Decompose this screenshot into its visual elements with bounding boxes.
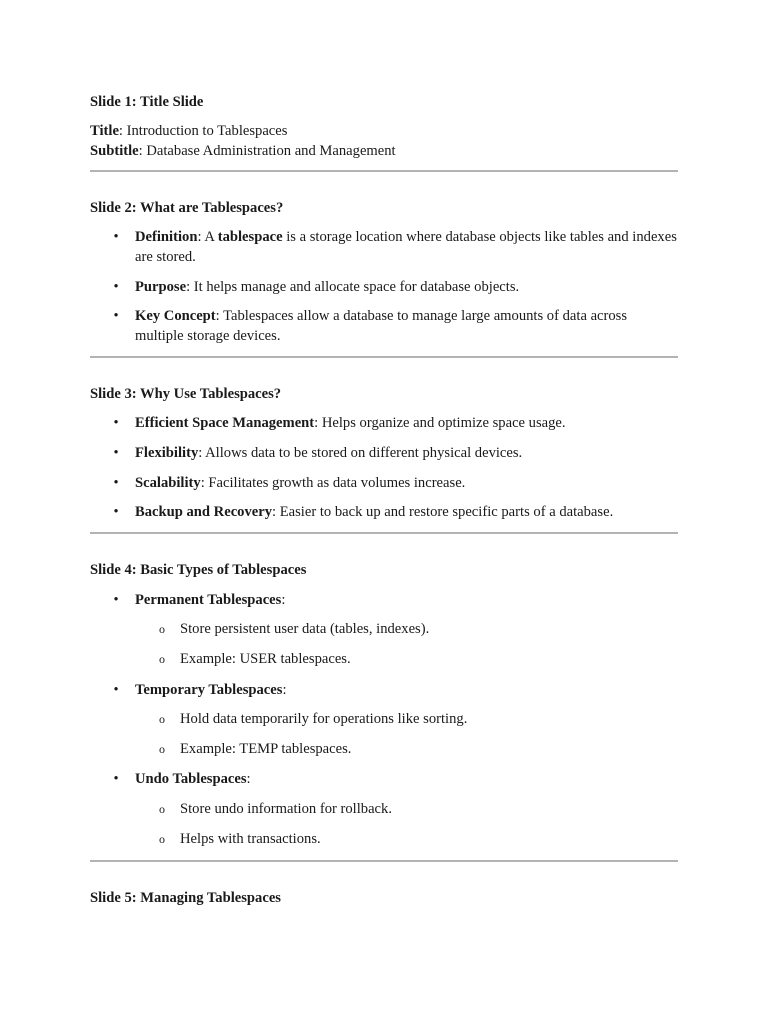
sub-bullet-icon: o <box>159 832 165 846</box>
bullet-icon: • <box>113 308 119 324</box>
sub-list <box>135 619 678 669</box>
bullet-icon: • <box>113 682 119 698</box>
sub-list <box>135 709 678 759</box>
item-label: Efficient Space Management <box>135 415 315 431</box>
document-content <box>90 92 678 908</box>
bullet-icon: • <box>113 445 119 461</box>
item-text: : A <box>197 229 218 245</box>
item-text: : Helps organize and optimize space usage. <box>314 415 566 431</box>
bullet-icon: • <box>113 771 119 787</box>
sub-bullet-icon: o <box>159 712 165 726</box>
list-item <box>90 473 678 493</box>
sub-list-item <box>90 649 678 669</box>
slide-2-heading: Slide 2: What are Tablespaces? <box>90 200 284 216</box>
sub-list-item <box>90 829 678 849</box>
item-text: : Easier to back up and restore specific parts of a database. <box>272 504 614 520</box>
slide-2-section <box>90 198 678 346</box>
item-strong: tablespace <box>217 229 283 245</box>
sub-list-item <box>90 709 678 729</box>
title-label: Title <box>90 123 119 139</box>
slide-5-heading: Slide 5: Managing Tablespaces <box>90 890 281 906</box>
item-text: : Facilitates growth as data volumes increase. <box>200 475 466 491</box>
sub-list-item <box>90 799 678 819</box>
title-value: : Introduction to Tablespaces <box>118 123 288 139</box>
slide-4-bullet-list <box>90 590 678 849</box>
bullet-icon: • <box>113 592 119 608</box>
bullet-icon: • <box>113 229 119 245</box>
bullet-icon: • <box>113 504 119 520</box>
subtitle-value: : Database Administration and Management <box>138 143 396 159</box>
sub-list-item <box>90 619 678 639</box>
slide-4-section <box>90 560 678 849</box>
slide-3-heading: Slide 3: Why Use Tablespaces? <box>90 386 282 402</box>
list-item <box>90 769 678 849</box>
item-text: : Allows data to be stored on different physical devices. <box>198 445 523 461</box>
item-text: : <box>246 771 251 787</box>
sub-item-text: Example: TEMP tablespaces. <box>180 741 352 757</box>
sub-list-item <box>90 739 678 759</box>
item-label: Undo Tablespaces <box>135 771 247 787</box>
list-item <box>90 590 678 669</box>
slide-2-bullet-list <box>90 227 678 346</box>
list-item <box>90 306 678 346</box>
sub-list <box>135 799 678 849</box>
sub-item-text: Store undo information for rollback. <box>180 801 392 817</box>
list-item <box>90 227 678 267</box>
item-label: Temporary Tablespaces <box>135 682 283 698</box>
slide-3-bullet-list <box>90 413 678 522</box>
item-label: Backup and Recovery <box>135 504 273 520</box>
sub-item-text: Store persistent user data (tables, indexes). <box>180 621 430 637</box>
slide-1-title-line <box>90 121 678 141</box>
sub-item-text: Example: USER tablespaces. <box>180 651 351 667</box>
sub-bullet-icon: o <box>159 622 165 636</box>
item-text: : Tablespaces allow a database to manage large amounts of data across multiple storage devices. <box>135 308 628 344</box>
slide-1-heading: Slide 1: Title Slide <box>90 94 204 110</box>
list-item <box>90 502 678 522</box>
item-label: Purpose <box>135 279 187 295</box>
item-label: Definition <box>135 229 198 245</box>
item-text: : <box>281 592 286 608</box>
bullet-icon: • <box>113 475 119 491</box>
slide-4-heading: Slide 4: Basic Types of Tablespaces <box>90 562 307 578</box>
item-text: is a storage location where database objects like tables and indexes are stored. <box>135 229 677 265</box>
item-text: : <box>282 682 287 698</box>
sub-item-text: Helps with transactions. <box>180 831 321 847</box>
sub-bullet-icon: o <box>159 742 165 756</box>
bullet-icon: • <box>113 415 119 431</box>
subtitle-label: Subtitle <box>90 143 139 159</box>
item-label: Flexibility <box>135 445 199 461</box>
sub-bullet-icon: o <box>159 802 165 816</box>
slide-5-section <box>90 888 678 908</box>
sub-bullet-icon: o <box>159 652 165 666</box>
list-item <box>90 277 678 297</box>
list-item <box>90 443 678 463</box>
item-label: Scalability <box>135 475 201 491</box>
bullet-icon: • <box>113 279 119 295</box>
slide-1-section <box>90 92 678 161</box>
item-label: Key Concept <box>135 308 216 324</box>
list-item <box>90 680 678 759</box>
item-label: Permanent Tablespaces <box>135 592 282 608</box>
list-item <box>90 413 678 433</box>
sub-item-text: Hold data temporarily for operations like sorting. <box>180 711 468 727</box>
item-text: : It helps manage and allocate space for database objects. <box>186 279 520 295</box>
slide-1-subtitle-line <box>90 141 678 161</box>
slide-3-section <box>90 384 678 522</box>
